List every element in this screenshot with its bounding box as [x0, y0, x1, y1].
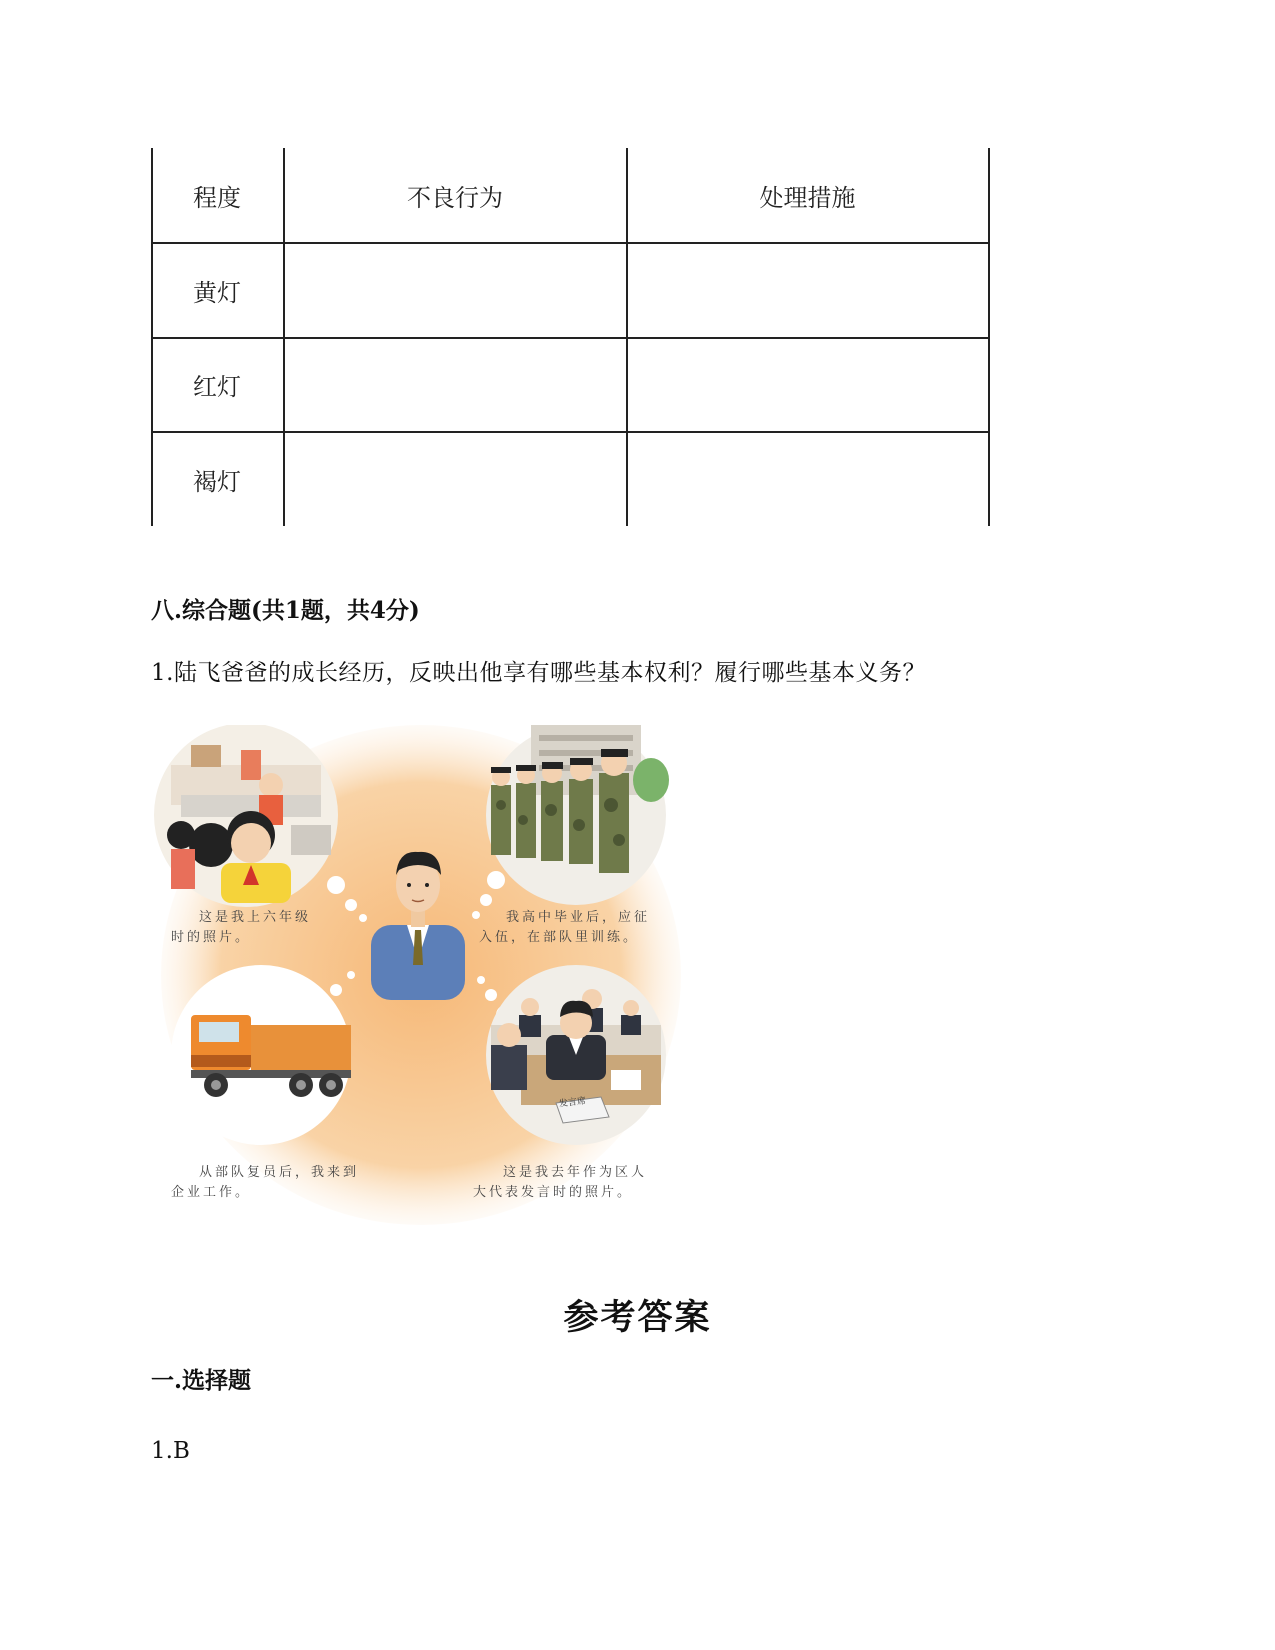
- caption-bottom-left-line1: 从部队复员后，我来到: [199, 1165, 360, 1180]
- caption-top-right-line1: 我高中毕业后，应征: [506, 910, 651, 925]
- caption-top-left-line2: 时的照片。: [171, 930, 252, 945]
- caption-top-right-line2: 入伍，在部队里训练。: [479, 930, 640, 945]
- answer-key-title: 参考答案: [563, 1297, 712, 1338]
- nameplate-label: 发言席: [558, 1096, 587, 1110]
- table-header-bad-behavior: 不良行为: [407, 183, 503, 212]
- caption-top-left-line1: 这是我上六年级: [199, 910, 312, 925]
- caption-bottom-right-line2: 大代表发言时的照片。: [473, 1185, 634, 1200]
- answer-item-1: 1.B: [151, 1438, 190, 1464]
- classroom-scene: [154, 725, 338, 907]
- section-8-title: 八.综合题(共1题，共4分): [151, 597, 420, 624]
- table-row-label-yellow: 黄灯: [193, 278, 241, 307]
- congress-scene: [486, 965, 666, 1145]
- growth-illustration: [151, 725, 696, 1225]
- table-header-measures: 处理措施: [759, 183, 856, 212]
- section-1-title: 一.选择题: [151, 1367, 252, 1394]
- behavior-table: [151, 148, 990, 526]
- caption-bottom-left-line2: 企业工作。: [171, 1185, 252, 1200]
- caption-bottom-right-line1: 这是我去年作为区人: [503, 1165, 648, 1180]
- table-row-label-red: 红灯: [193, 373, 241, 401]
- truck-scene: [171, 965, 351, 1145]
- question-1-text: 1.陆飞爸爸的成长经历，反映出他享有哪些基本权利？履行哪些基本义务？: [151, 660, 926, 686]
- illustration-drawing: [151, 725, 696, 1225]
- table-header-degree: 程度: [193, 183, 241, 212]
- table-row-label-brown: 褐灯: [193, 467, 241, 496]
